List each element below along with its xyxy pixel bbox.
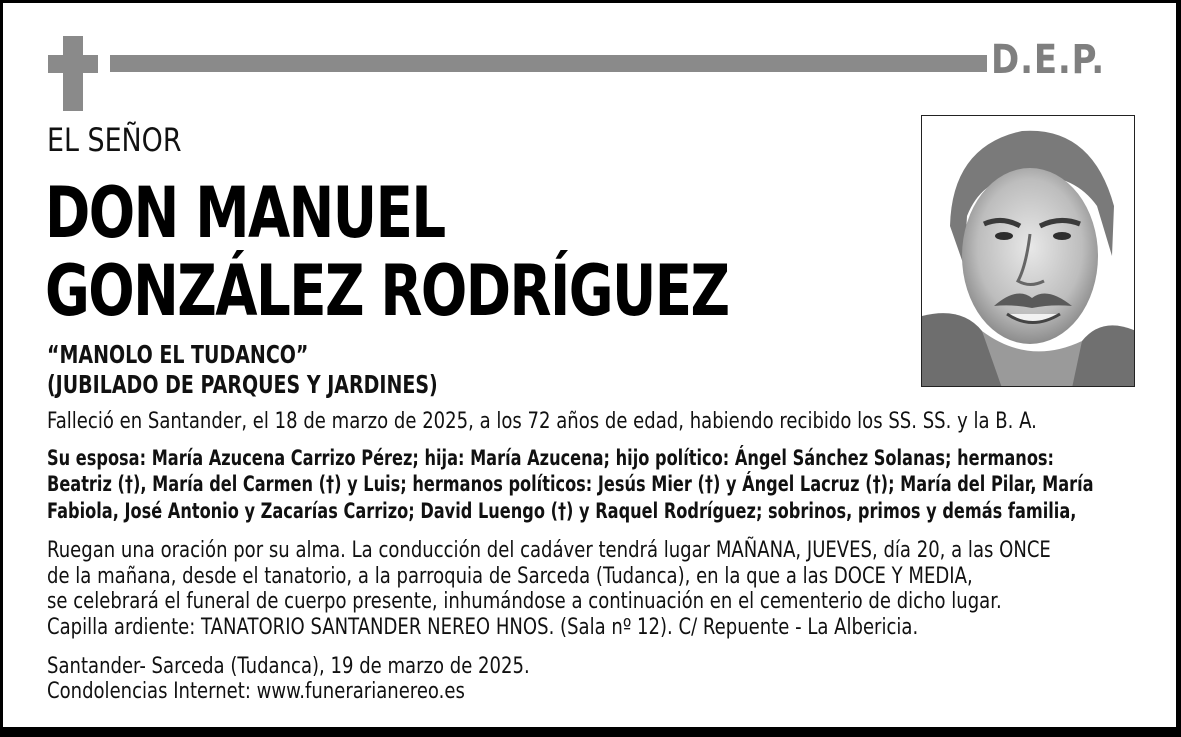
deceased-name-line-1: DON MANUEL (45, 172, 445, 254)
family-line-2: Beatriz (†), María del Carmen (†) y Luis; hermanos políticos: Jesús Mier (†) y Ángel Lacruz (†); María del Pilar, María (47, 472, 1094, 496)
nickname: “MANOLO EL TUDANCO” (47, 340, 309, 369)
obituary-notice (3, 3, 1176, 727)
portrait-photo (921, 115, 1135, 387)
dep-label: D.E.P. (991, 37, 1105, 83)
condolences-link[interactable]: Condolencias Internet: www.funerarianereo.es (47, 679, 465, 704)
cross-icon-vertical (63, 36, 83, 111)
death-notice: Falleció en Santander, el 18 de marzo de 2025, a los 72 años de edad, habiendo recibido los SS. SS. y la B. A. (47, 409, 1037, 434)
honorific: EL SEÑOR (47, 121, 182, 159)
family-line-3: Fabiola, José Antonio y Zacarías Carrizo; David Luengo (†) y Raquel Rodríguez; sobrinos, primos y demás familia, (47, 499, 1077, 523)
portrait-image (922, 116, 1135, 387)
service-line-2: de la mañana, desde el tanatorio, a la parroquia de Sarceda (Tudanca), en la que a las DOCE Y MEDIA, (47, 564, 973, 589)
service-line-3: se celebrará el funeral de cuerpo presente, inhumándose a continuación en el cementerio de dicho lugar. (47, 589, 1002, 614)
occupation: (JUBILADO DE PARQUES Y JARDINES) (47, 370, 438, 399)
header-rule (110, 55, 987, 72)
cross-icon-horizontal (48, 55, 98, 73)
service-line-4: Capilla ardiente: TANATORIO SANTANDER NEREO HNOS. (Sala nº 12). C/ Repuente - La Albericia. (47, 615, 919, 640)
family-line-1: Su esposa: María Azucena Carrizo Pérez; hija: María Azucena; hijo político: Ángel Sánchez Solanas; hermanos: (47, 446, 1055, 470)
deceased-name-line-2: GONZÁLEZ RODRÍGUEZ (45, 250, 729, 332)
service-line-1: Ruegan una oración por su alma. La conducción del cadáver tendrá lugar MAÑANA, JUEVES, día 20, a las ONCE (47, 538, 1051, 563)
place-date: Santander- Sarceda (Tudanca), 19 de marzo de 2025. (47, 654, 530, 679)
